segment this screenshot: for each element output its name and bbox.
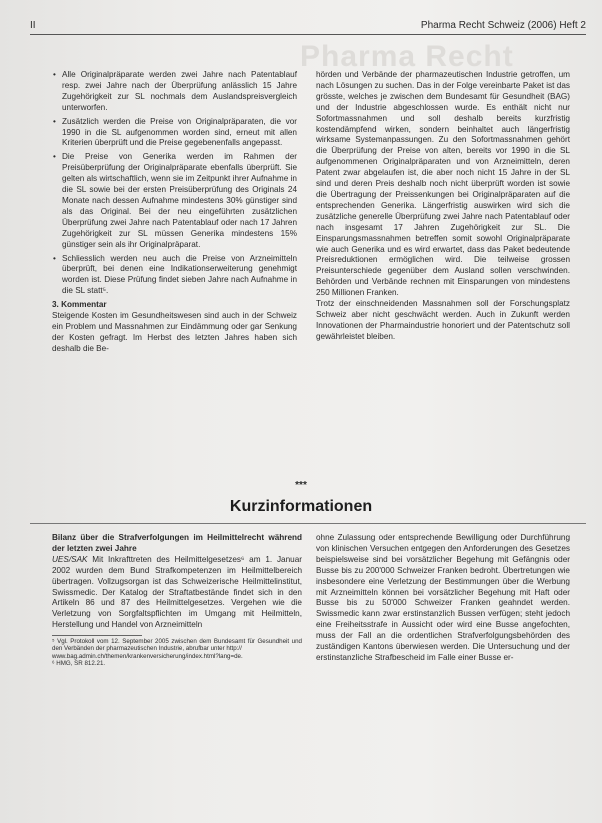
right-column bbox=[316, 70, 570, 343]
article-paragraph-continued: ohne Zulassung oder entsprechende Bewilligung oder Durchführung von klinischen Versuchen entgegen den Anforderungen des Gesetzes beispielsweise sind bei vorsätzlicher Begehung mit Gefängnis oder Busse bis zu 200'000 Schweizer Franken bedroht. Übertretungen wie insbesondere eine Verletzung der Bestimmungen über die Werbung mit Arzneimitteln können bei vorsätzlicher Begehung mit Haft oder Busse bis zu 50'000 Schweizer Franken geahndet werden. Swissmedic kann zwar erstinstanzlich Bussen verfügen; steht jedoch eine Freiheitsstrafe in Aussicht oder wird eine Busse angefochten, muss der Fall an die ordentlichen Strafverfolgungsbehörden des zuständigen Kantons überwiesen werden. Die Untersuchung und der erstinstanzliche Strafbescheid im Falle einer Busse er- bbox=[316, 533, 570, 662]
article-left-column bbox=[52, 533, 302, 667]
footnote-item: www.bag.admin.ch/themen/krankenversicherung/index.html?lang=de. bbox=[52, 652, 243, 660]
section-paragraph: Steigende Kosten im Gesundheitswesen sind auch in der Schweiz ein Problem und Massnahmen zur Eindämmung oder gar Senkung der Kosten gefragt. Im Herbst des letzten Jahres haben sich deshalb die Be- bbox=[52, 311, 297, 353]
section-title: Kurzinformationen bbox=[229, 498, 373, 515]
article-source: UES/SAK bbox=[52, 554, 88, 564]
header-rule bbox=[30, 34, 586, 35]
bullet-item: • Zusätzlich werden die Preise von Originalpräparaten, die vor 1990 in die SL aufgenommen worden sind, erneut mit allen Kriterien überprüft und die Preise gegebenenfalls angepasst. bbox=[53, 116, 297, 148]
article-right-column bbox=[316, 533, 570, 664]
bullet-item: • Alle Originalpräparate werden zwei Jahre nach Patentablauf resp. zwei Jahre nach der Überprüfung anlässlich 15 Jahre Zugehörigkeit zur SL nochmals dem Auslandspreisvergleich unterworfen. bbox=[53, 70, 297, 112]
body-paragraph-2: Trotz der einschneidenden Massnahmen soll der Forschungsplatz Schweiz aber nicht geschwächt werden. Auch in Zukunft werden Innovationen der Pharmaindustrie honoriert und der Patentschutz soll gewährleistet bleiben. bbox=[316, 299, 570, 341]
journal-title: Pharma Recht Schweiz (2006) Heft 2 bbox=[420, 20, 586, 31]
body-paragraph: hörden und Verbände der pharmazeutischen Industrie getroffen, um nach Lösungen zu suchen. Das in der Folge vereinbarte Paket ist das grösste, welches je zwischen dem Bundesamt für Gesundheit (BAG) und der Industrie abgeschlossen wurde. Es enthält nicht nur Sofortmassnahmen und soll deshalb bereits kurzfristig kostendämpfend wirken, sondern beinhaltet auch längerfristig wirksame Systemanpassungen. Zu den Sofortmassnahmen gehört die Überprüfung der Preise von alten, bereits vor 1990 in die SL aufgenommenen Originalpräparaten und von Arzneimitteln, deren Patent zwar abgelaufen ist, die aber noch nicht 15 Jahre in der SL sind und deren Preis deshalb noch nicht überprüft worden ist sowie die Übertragung der Preissenkungen bei Originalpräparaten auf die entsprechenden Generika. Längerfristig auswirken wird sich die zusätzliche generelle Überprüfung zwei Jahre nach Patentablauf oder nach insgesamt 17 Jahren Zugehörigkeit zur SL. Die Einsparungsmassnahmen betreffen somit sowohl Originalpräparate wie auch Generika und es wird erwartet, dass das Paket bedeutende Preisreduktionen ermöglichen wird. Die teilweise grossen Preisunterschiede gegenüber dem Ausland sollen verschwinden. Behörden und Verbände rechnen mit Einsparungen von mindestens 250 Millionen Franken. bbox=[316, 70, 570, 298]
bullet-item: • Die Preise von Generika werden im Rahmen der Preisüberprüfung der Originalpräparate ebenfalls überprüft. Sie gelten als wirtschaftlich, wenn sie im Zeitpunkt ihrer Aufnahme in die SL sowie bei der ersten Preisüberprüfung des Originals 24 Monate nach dessen Aufnahme mindestens 30% günstiger sind als das Original. Bei der neu eingeführten zusätzlichen Überprüfung zwei Jahre nach Patentablauf oder nach 17 Jahren Zugehörigkeit zur SL müssen Generika mindestens 15% günstiger sein als ihr Originalpräparat. bbox=[53, 152, 297, 249]
watermark: Pharma Recht bbox=[300, 40, 514, 73]
left-column bbox=[52, 70, 297, 355]
bullet-icon: • bbox=[53, 116, 56, 126]
footnotes bbox=[52, 638, 302, 667]
bullet-icon: • bbox=[53, 253, 56, 263]
section-divider: *** bbox=[295, 480, 307, 491]
page-number: II bbox=[30, 20, 36, 31]
footnote-item: ⁵ Vgl. Protokoll vom 12. September 2005 zwischen dem Bundesamt für Gesundheit und den Verbänden der pharmazeutischen Industrie, abrufbar unter http:// bbox=[52, 638, 302, 653]
section-heading: 3. Kommentar bbox=[52, 300, 107, 310]
page-header bbox=[30, 20, 586, 34]
footnote-rule bbox=[52, 635, 142, 636]
bullet-list bbox=[52, 70, 297, 297]
article-paragraph: UES/SAK Mit Inkrafttreten des Heilmittelgesetzes⁶ am 1. Januar 2002 wurden dem Bund Strafkompetenzen im Heilmittelbereich übertragen. Vollzugsorgan ist das Schweizerische Heilmittelinstitut, Swissmedic. Der Katalog der Straftatbestände findet sich in den Artikeln 86 und 87 des Heilmittelgesetzes. Vergehen wie die Verletzung von Sorgfaltspflichten im Umgang mit Heilmitteln, Herstellung und Handel von Arzneimitteln bbox=[52, 554, 302, 630]
bullet-item: • Schliesslich werden neu auch die Preise von Arzneimitteln überprüft, bei denen eine Indikationserweiterung genehmigt worden ist. Diese Prüfung findet sieben Jahre nach Aufnahme in die SL statt⁵. bbox=[53, 253, 297, 296]
footnote-item: ⁶ HMG, SR 812.21. bbox=[52, 660, 106, 668]
bullet-icon: • bbox=[53, 152, 56, 162]
article-heading: Bilanz über die Strafverfolgungen im Heilmittelrecht während der letzten zwei Jahre bbox=[52, 533, 302, 553]
section-rule bbox=[30, 523, 586, 524]
bullet-icon: • bbox=[53, 70, 56, 79]
